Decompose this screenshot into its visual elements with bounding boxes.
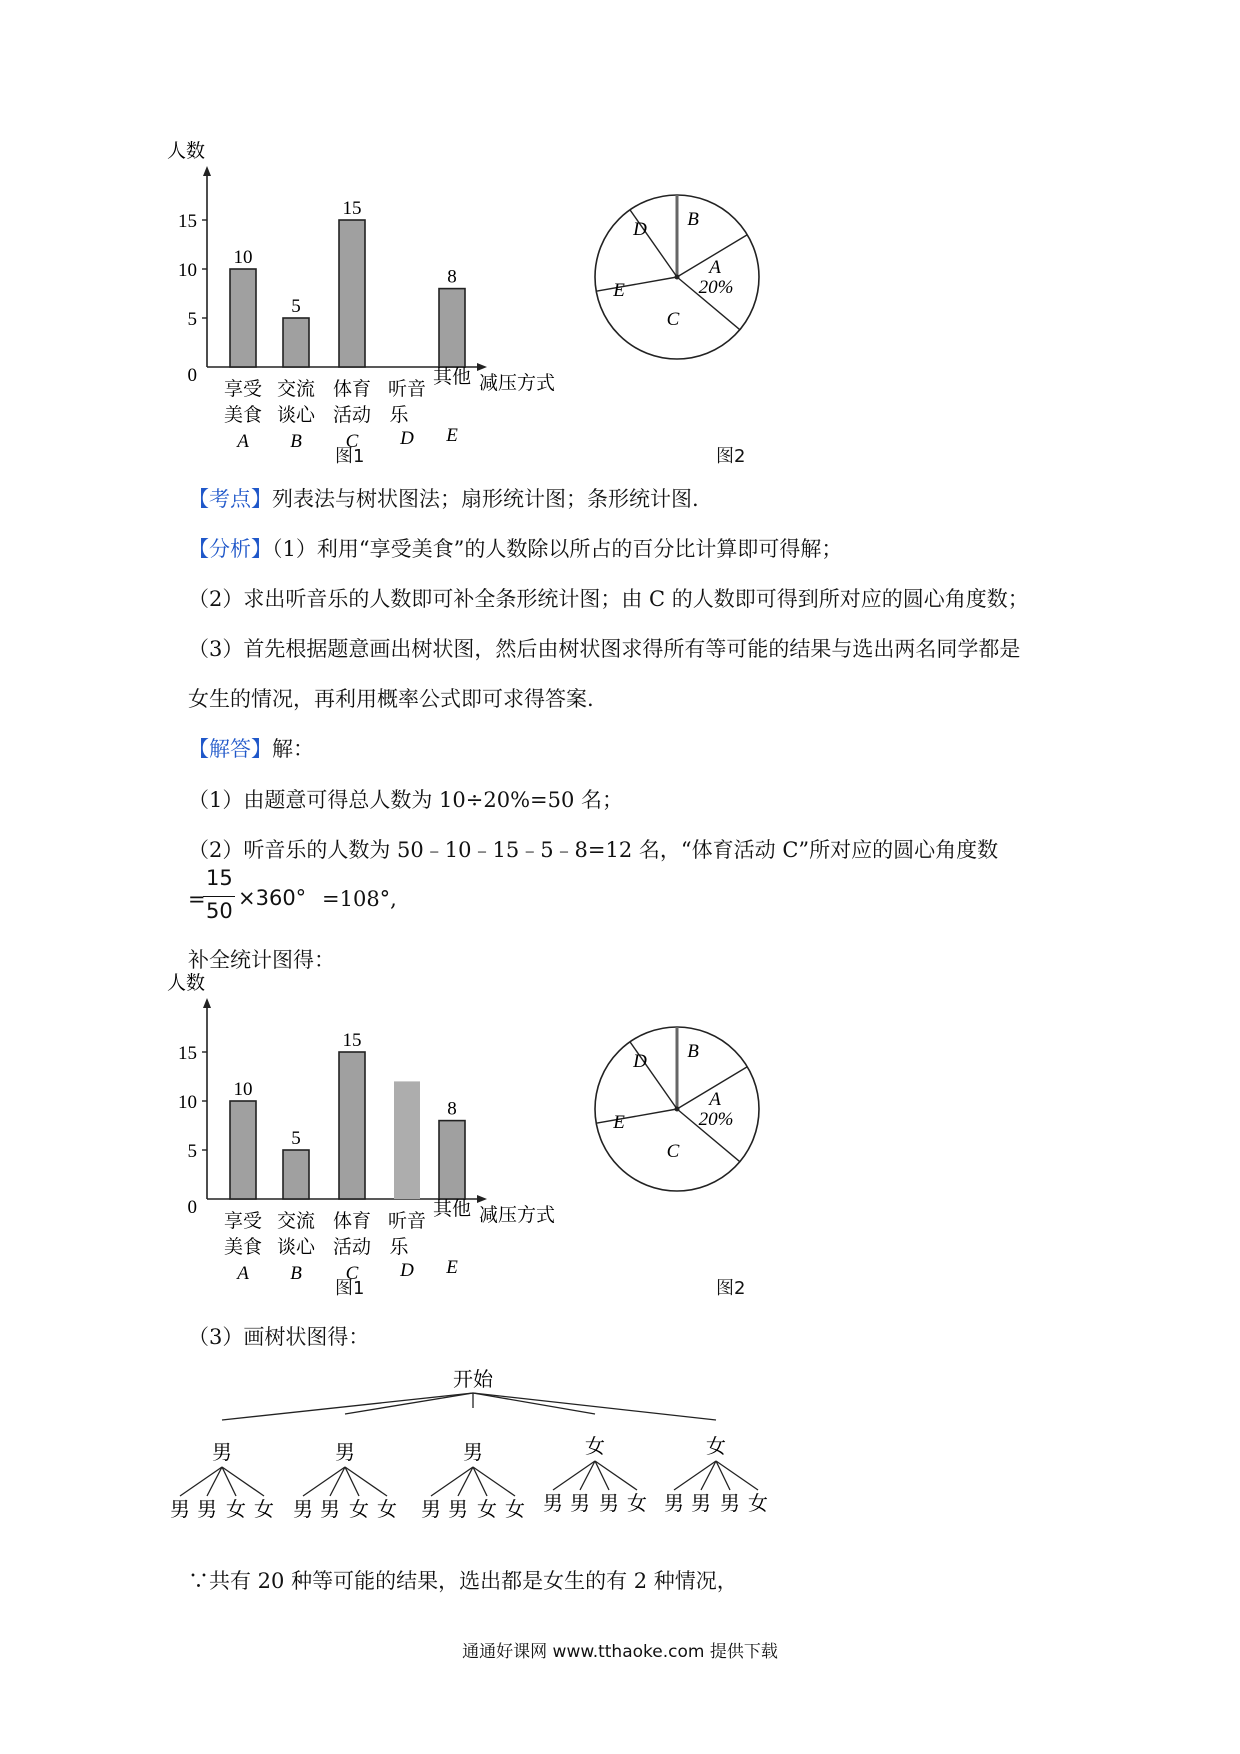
frac-numerator: 15 [206,866,233,890]
bar-E [439,1121,465,1199]
tree-leaf: 女 [477,1497,497,1521]
bar-C [339,1052,365,1199]
jieda-line [188,734,314,764]
fenxi-line-1 [188,534,842,564]
pie-label-E: E [613,280,625,301]
x-axis-arrow [477,1195,487,1203]
tree-edge-level2 [180,1467,222,1496]
tree-edge-level1 [345,1393,473,1414]
pie-label-B: B [687,209,699,230]
category-label-line2: 乐 [389,1236,409,1258]
pie-center [675,275,680,280]
tree-leaf: 男 [543,1491,563,1515]
category-label-line1: 体育 [332,1210,372,1232]
category-label-line1: 享受 [223,1210,263,1232]
y-tick-label: 10 [178,1092,197,1113]
pie-label-D: D [633,219,647,240]
tree-leaf: 男 [599,1491,619,1515]
tree-edge-level2 [580,1461,595,1490]
bar-value-label: 10 [233,247,253,268]
bar-caption-2: 图1 [335,1278,365,1299]
pie-label-C: C [666,309,680,330]
y-tick-label: 5 [187,309,197,330]
y-axis-label: 人数 [167,140,206,162]
pie-label-A-percent: 20% [698,277,734,298]
pie-label-E: E [613,1112,625,1133]
y-tick-label: 15 [178,211,197,232]
page-footer: 通通好课网 www.tthaoke.com 提供下载 [462,1642,778,1662]
tree-edge-level1 [222,1393,473,1420]
tree-branch-2: 男 [335,1440,355,1464]
pie-caption-2: 图2 [716,1278,746,1299]
answer-line-1: （1）由题意可得总人数为 10÷20%=50 名； [188,788,624,812]
frac-result: =108°, [322,887,397,911]
category-letter: A [237,431,249,452]
tree-leaf: 男 [421,1497,441,1521]
pie-label-A-percent: 20% [698,1109,734,1130]
tree-leaf: 女 [627,1491,647,1515]
tree-edge-level2 [330,1467,345,1496]
tree-edge-level1 [473,1393,595,1414]
bar-value-label: 8 [447,1098,457,1120]
bar-chart-1 [165,135,585,452]
tree-edge-level1 [473,1393,716,1420]
x-axis-arrow [477,363,487,371]
category-letter: B [290,1263,302,1284]
jie-text: 解： [272,737,314,761]
tree-branch-4: 女 [585,1434,605,1458]
category-letter: E [446,1257,458,1278]
frac-bar [203,896,235,897]
tree-leaf: 男 [664,1491,684,1515]
tree-leaf: 男 [448,1497,468,1521]
tree-branch-5: 女 [706,1434,726,1458]
category-label-line2: 乐 [389,404,409,426]
bar-caption-1: 图1 [335,446,365,467]
tree-edge-level2 [674,1461,716,1490]
bar-B [283,1150,309,1199]
tree-leaf: 女 [377,1497,397,1521]
category-label-line1: 交流 [276,378,316,400]
category-label-line1: 听音 [387,378,427,400]
y-tick-label: 5 [187,1141,197,1162]
pie-label-A: A [709,257,721,278]
category-label-line1: 听音 [387,1210,427,1232]
y-tick-label: 10 [178,260,197,281]
tree-root: 开始 [453,1367,493,1391]
category-label-line1: 其他 [432,1198,472,1220]
pie-label-B: B [687,1041,699,1062]
y-axis-arrow [203,166,211,176]
category-letter: A [237,1263,249,1284]
bar-value-label: 5 [291,296,301,317]
fenxi-tag: 【分析】 [188,537,272,561]
bar-B [283,318,309,367]
y-axis-arrow [203,998,211,1008]
bar-value-label: 8 [447,266,457,288]
tree-branch-1: 男 [212,1440,232,1464]
category-letter: B [290,431,302,452]
bar-A [230,1101,256,1199]
tree-edge-level2 [207,1467,222,1496]
bar-E [439,289,465,367]
tree-edge-level2 [701,1461,716,1490]
tree-leaf: 男 [570,1491,590,1515]
pie-label-D: D [633,1051,647,1072]
fenxi-line-2: （2）求出听音乐的人数即可补全条形统计图；由 C 的人数即可得到所对应的圆心角度数； [188,587,1029,611]
tree-leaf: 男 [691,1491,711,1515]
pie-center [675,1107,680,1112]
x-axis-label: 减压方式 [479,372,556,394]
x-axis-label: 减压方式 [479,1204,556,1226]
tree-edge-level2 [431,1467,473,1496]
category-label-line2: 美食 [223,404,263,426]
tree-leaf: 男 [197,1497,217,1521]
category-label-line1: 享受 [223,378,263,400]
tree-leaf: 男 [320,1497,340,1521]
y-axis-label: 人数 [167,972,206,994]
category-letter: E [446,425,458,446]
pie-caption-1: 图2 [716,446,746,467]
tree-edge-level2 [303,1467,345,1496]
tree-diagram [170,1356,900,1546]
fenxi-text-1: （1）利用“享受美食”的人数除以所占的百分比计算即可得解； [272,537,843,561]
category-label-line2: 活动 [332,404,372,426]
bar-value-label: 15 [342,1030,362,1051]
category-letter: D [400,1260,414,1281]
fenxi-line-3a: （3）首先根据题意画出树状图，然后由树状图求得所有等可能的结果与选出两名同学都是 [188,637,1021,661]
tree-leaf: 女 [254,1497,274,1521]
bar-chart-2 [165,967,585,1284]
category-label-line2: 美食 [223,1236,263,1258]
category-label-line2: 谈心 [276,1236,316,1258]
answer-line-2: （2）听音乐的人数为 50﹣10﹣15﹣5﹣8=12 名，“体育活动 C”所对应的圆心角度数 [188,838,999,862]
pie-label-A: A [709,1089,721,1110]
frac-rest: ×360° [238,886,307,910]
conclusion-line: ∵共有 20 种等可能的结果，选出都是女生的有 2 种情况， [188,1569,738,1593]
category-letter: C [345,431,359,452]
category-letter: D [400,428,414,449]
pie-chart-1 [585,185,775,375]
buquan-line: 补全统计图得： [188,948,335,972]
frac-eq: = [188,887,206,911]
tree-edge-level2 [553,1461,595,1490]
kaodian-line [188,484,699,514]
tree-leaf: 男 [720,1491,740,1515]
frac-denominator: 50 [206,899,233,923]
tree-leaf: 男 [293,1497,313,1521]
fenxi-line-3b: 女生的情况，再利用概率公式即可求得答案. [188,687,594,711]
y-tick-label: 0 [187,365,197,386]
answer-line-3: （3）画树状图得： [188,1325,370,1349]
pie-chart-2 [585,1017,775,1207]
category-label-line1: 其他 [432,366,472,388]
tree-leaf: 男 [170,1497,190,1521]
bar-D [394,1081,420,1199]
tree-leaf: 女 [349,1497,369,1521]
bar-A [230,269,256,367]
pie-label-C: C [666,1141,680,1162]
tree-edge-level2 [458,1467,473,1496]
bar-value-label: 10 [233,1079,253,1100]
tree-leaf: 女 [226,1497,246,1521]
y-tick-label: 0 [187,1197,197,1218]
category-letter: C [345,1263,359,1284]
tree-leaf: 女 [748,1491,768,1515]
bar-value-label: 5 [291,1128,301,1149]
tree-leaf: 女 [505,1497,525,1521]
kaodian-tag: 【考点】 [188,487,272,511]
y-tick-label: 15 [178,1043,197,1064]
kaodian-text: 列表法与树状图法；扇形统计图；条形统计图. [272,487,699,511]
category-label-line1: 体育 [332,378,372,400]
bar-C [339,220,365,367]
bar-value-label: 15 [342,198,362,219]
category-label-line2: 活动 [332,1236,372,1258]
category-label-line1: 交流 [276,1210,316,1232]
jieda-tag: 【解答】 [188,737,272,761]
category-label-line2: 谈心 [276,404,316,426]
tree-branch-3: 男 [463,1440,483,1464]
